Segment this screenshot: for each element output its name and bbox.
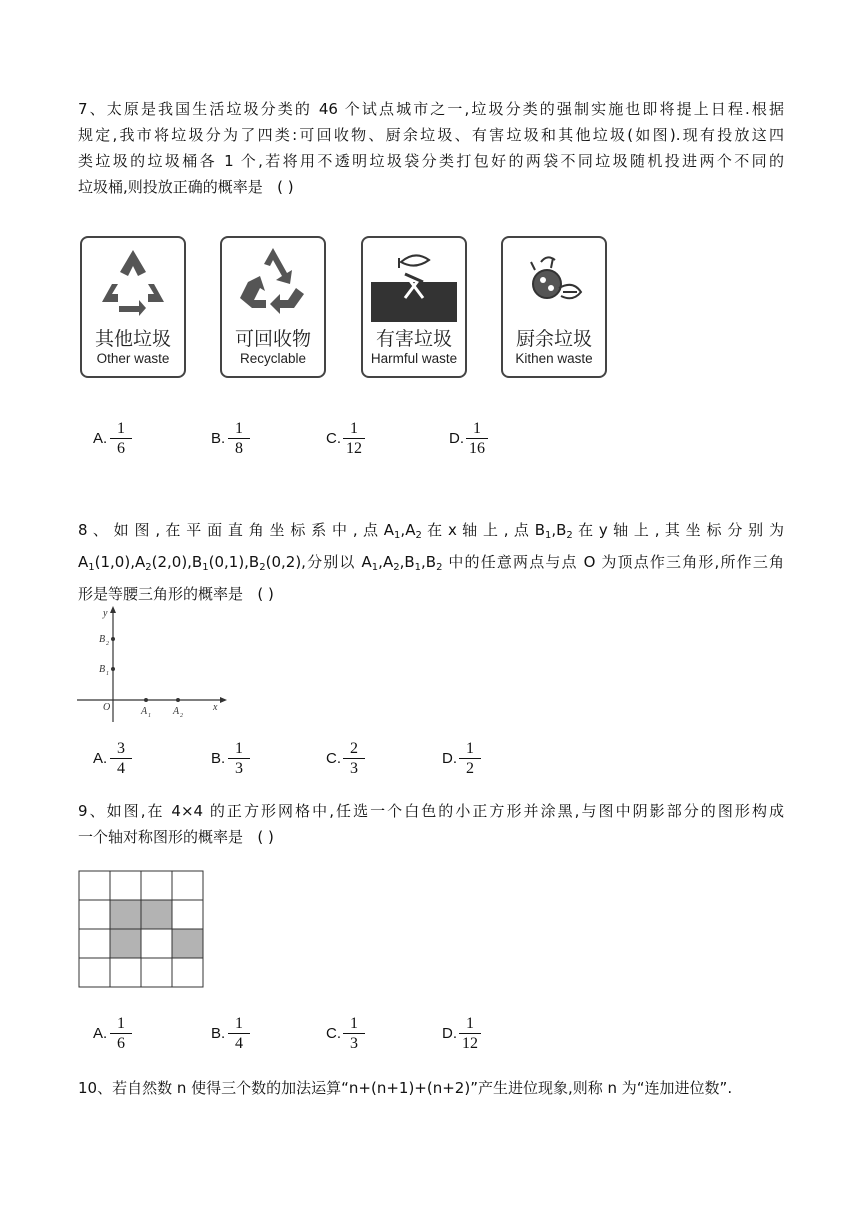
subscript: 1 (202, 562, 209, 573)
denominator: 16 (469, 440, 485, 457)
choice-label: C. (326, 750, 341, 767)
grid-cell-shaded (110, 929, 141, 958)
subscript: 1 (148, 713, 151, 719)
numerator: 1 (466, 1015, 474, 1032)
harmful-waste-icon (371, 244, 457, 322)
numerator: 1 (350, 1015, 358, 1032)
bin-en-label: Harmful waste (370, 351, 458, 366)
question-8 (78, 517, 784, 607)
bin-cn-label: 有害垃圾 (375, 328, 452, 350)
fraction (458, 1015, 482, 1054)
denominator: 12 (462, 1035, 478, 1052)
denominator: 4 (235, 1035, 243, 1052)
answer-paren: ( ) (257, 585, 274, 603)
answer-paren: ( ) (277, 178, 294, 196)
answer-paren: ( ) (257, 828, 274, 846)
coordinate-axes-figure (75, 604, 235, 724)
denominator: 2 (466, 760, 474, 777)
q8-text: 在 x 轴 上 , 点 B (421, 521, 545, 539)
subscript: 2 (259, 562, 266, 573)
q10-line-1: 10、若自然数 n 使得三个数的加法运算“n+(n+1)+(n+2)”产生进位现象,则称 n 为“连加进位数”. (78, 1079, 733, 1097)
fraction (109, 1015, 133, 1054)
choice-label: D. (442, 750, 457, 767)
denominator: 3 (235, 760, 243, 777)
grid-cell[interactable] (172, 871, 203, 900)
bin-en-label: Kithen waste (515, 351, 593, 366)
q8-text: 形是等腰三角形的概率是 (78, 585, 244, 603)
q8-text: 8 、 如 图 , 在 平 面 直 角 坐 标 系 中 , 点 A (78, 521, 395, 539)
grid-cell[interactable] (110, 958, 141, 987)
fraction (227, 420, 251, 459)
grid-cell[interactable] (110, 871, 141, 900)
subscript: 2 (566, 530, 573, 541)
q9-text: 一个轴对称图形的概率是 (78, 828, 244, 846)
denominator: 6 (117, 440, 125, 457)
q8-text: (0,1),B (208, 553, 260, 571)
q9-line-1: 9、如图,在 4×4 的正方形网格中,任选一个白色的小正方形并涂黑,与图中阴影部分的图形构成 (78, 802, 784, 820)
fraction (227, 740, 251, 779)
numerator: 2 (350, 740, 358, 757)
recycle-icon (230, 244, 316, 322)
grid-cell[interactable] (79, 929, 110, 958)
subscript: 1 (544, 530, 552, 541)
subscript: 2 (180, 713, 183, 719)
choice-label: C. (326, 430, 341, 447)
q7-line-3: 类垃圾的垃圾桶各 1 个,若将用不透明垃圾袋分类打包好的两袋不同垃圾随机投进两个不同的 (78, 152, 784, 170)
subscript: 2 (436, 562, 443, 573)
bin-recyclable (220, 236, 326, 378)
grid-cell[interactable] (79, 900, 110, 929)
grid-cell[interactable] (172, 900, 203, 929)
subscript: 2 (145, 562, 152, 573)
fraction (342, 740, 366, 779)
subscript: 1 (88, 562, 95, 573)
square-grid-figure (78, 870, 204, 988)
point-b2-label: B (99, 634, 106, 645)
numerator: 1 (466, 740, 474, 757)
grid-cell[interactable] (141, 929, 172, 958)
numerator: 1 (350, 420, 358, 437)
choice-label: B. (211, 1025, 226, 1042)
q7-line-1: 7、太原是我国生活垃圾分类的 46 个试点城市之一,垃圾分类的强制实施也即将提上日程.根据 (78, 100, 784, 118)
numerator: 1 (235, 420, 243, 437)
subscript: 1 (106, 671, 109, 677)
q8-text: 中的任意两点与点 O 为顶点作三角形,所作三角 (442, 553, 784, 571)
choice-label: B. (211, 750, 226, 767)
choice-label: A. (93, 750, 108, 767)
choice-label: B. (211, 430, 226, 447)
fraction (342, 1015, 366, 1054)
q8-text: A (78, 553, 89, 571)
grid-cell[interactable] (79, 958, 110, 987)
fraction (465, 420, 489, 459)
denominator: 8 (235, 440, 243, 457)
q8-text: (0,2),分别以 A (265, 553, 372, 571)
subscript: 1 (394, 530, 401, 541)
bin-cn-label: 可回收物 (234, 328, 311, 350)
subscript: 2 (415, 530, 422, 541)
bin-en-label: Recyclable (239, 351, 307, 366)
q7-line-4 (78, 174, 784, 200)
fraction (109, 420, 133, 459)
choice-label: A. (93, 1025, 108, 1042)
denominator: 6 (117, 1035, 125, 1052)
q8-text: 在 y 轴 上 , 其 坐 标 分 别 为 (572, 521, 784, 539)
q9-line-2 (78, 824, 784, 850)
grid-cell[interactable] (141, 871, 172, 900)
question-10 (78, 1075, 784, 1101)
numerator: 3 (117, 740, 125, 757)
q8-text: (2,0),B (151, 553, 203, 571)
x-axis-label: x (213, 702, 218, 713)
numerator: 1 (235, 1015, 243, 1032)
choice-label: D. (449, 430, 464, 447)
grid-cell-shaded (172, 929, 203, 958)
q8-text: ,A (400, 521, 416, 539)
numerator: 1 (473, 420, 481, 437)
denominator: 12 (346, 440, 362, 457)
bin-cn-label: 其他垃圾 (94, 328, 171, 350)
grid-cell-shaded (110, 900, 141, 929)
q8-text: ,B (399, 553, 415, 571)
numerator: 1 (117, 420, 125, 437)
question-9 (78, 798, 784, 850)
other-waste-icon (90, 244, 176, 322)
choice-label: C. (326, 1025, 341, 1042)
q7-line-4-text: 垃圾桶,则投放正确的概率是 (78, 178, 263, 196)
denominator: 3 (350, 1035, 358, 1052)
fraction (458, 740, 482, 779)
choice-label: D. (442, 1025, 457, 1042)
subscript: 2 (106, 641, 109, 647)
point-a1-label: A (141, 706, 148, 717)
bin-en-label: Other waste (96, 351, 170, 366)
bin-other-waste (80, 236, 186, 378)
numerator: 1 (117, 1015, 125, 1032)
bin-harmful-waste (361, 236, 467, 378)
bin-kitchen-waste (501, 236, 607, 378)
y-axis-label: y (103, 608, 108, 619)
denominator: 4 (117, 760, 125, 777)
q8-line-2 (78, 549, 784, 581)
kitchen-waste-icon (511, 244, 597, 322)
numerator: 1 (235, 740, 243, 757)
q8-text: (1,0),A (94, 553, 146, 571)
subscript: 1 (414, 562, 422, 573)
point-b1-label: B (99, 664, 106, 675)
grid-cell[interactable] (172, 958, 203, 987)
subscript: 1 (371, 562, 379, 573)
fraction (342, 420, 366, 459)
bin-cn-label: 厨余垃圾 (515, 328, 592, 350)
q8-text: ,A (378, 553, 394, 571)
fraction (227, 1015, 251, 1054)
subscript: 2 (393, 562, 400, 573)
q8-line-1 (78, 517, 784, 549)
denominator: 3 (350, 760, 358, 777)
q8-text: ,B (421, 553, 437, 571)
origin-label: O (103, 702, 111, 713)
question-7 (78, 96, 784, 200)
fraction (109, 740, 133, 779)
grid-cell[interactable] (141, 958, 172, 987)
grid-cell-shaded (141, 900, 172, 929)
q7-line-2: 规定,我市将垃圾分为了四类:可回收物、厨余垃圾、有害垃圾和其他垃圾(如图).现有投放这四 (78, 126, 784, 144)
q8-text: ,B (551, 521, 567, 539)
grid-cell[interactable] (79, 871, 110, 900)
choice-label: A. (93, 430, 108, 447)
point-a2-label: A (173, 706, 180, 717)
